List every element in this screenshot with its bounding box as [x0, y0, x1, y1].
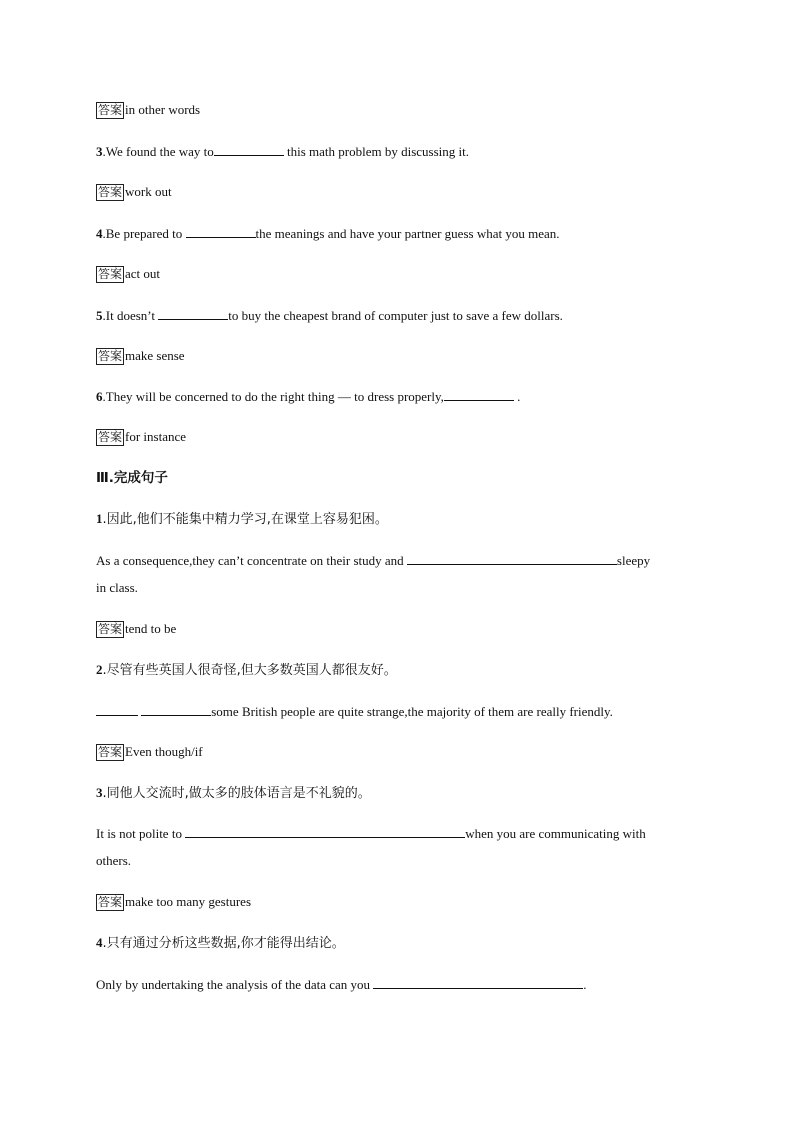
question-3	[96, 142, 469, 161]
question-text-before: .It doesn’t	[102, 308, 159, 323]
answer-line-3	[96, 183, 172, 201]
answer-text: Even though/if	[125, 744, 203, 759]
answer-text: tend to be	[125, 621, 177, 636]
answer-blank	[373, 975, 583, 989]
answer-blank-1	[96, 702, 138, 716]
question-text-after: this math problem by discussing it.	[283, 144, 469, 159]
answer-text: make too many gestures	[125, 894, 252, 909]
question-6	[96, 387, 520, 406]
answer-line-2	[96, 101, 200, 119]
question-number: 3	[96, 785, 103, 800]
question-chinese: .因此,他们不能集中精力学习,在课堂上容易犯困。	[102, 512, 388, 527]
section3-q3-english	[96, 824, 646, 843]
answer-line-5	[96, 347, 185, 365]
question-chinese: .只有通过分析这些数据,你才能得出结论。	[102, 936, 345, 951]
answer-text: work out	[125, 184, 172, 199]
section3-q3-prompt	[96, 784, 371, 803]
question-number: 6	[96, 389, 103, 404]
answer-tag: 答案	[98, 267, 123, 281]
english-text-after: sleepy	[616, 553, 651, 568]
question-number: 2	[96, 662, 103, 677]
answer-blank	[407, 551, 617, 565]
section-title: Ⅲ.完成句子	[96, 470, 168, 486]
question-text-before: .We found the way to	[102, 144, 214, 159]
answer-text: make sense	[125, 348, 185, 363]
answer-text: for instance	[125, 429, 187, 444]
answer-blank	[214, 142, 284, 156]
english-text-after: .	[583, 977, 587, 992]
section3-q1-english	[96, 551, 650, 570]
question-chinese: .尽管有些英国人很奇怪,但大多数英国人都很友好。	[102, 663, 397, 678]
section3-q1-english-line2: in class.	[96, 580, 138, 595]
answer-blank-2	[141, 702, 211, 716]
section3-q3-answer	[96, 893, 251, 911]
answer-blank	[186, 224, 256, 238]
question-number: 3	[96, 144, 103, 159]
section3-q1-answer	[96, 620, 176, 638]
answer-blank	[444, 387, 514, 401]
section3-q4-english	[96, 975, 587, 994]
english-text-before: It is not polite to	[96, 826, 186, 841]
answer-tag: 答案	[98, 895, 123, 909]
question-number: 4	[96, 226, 103, 241]
question-number: 1	[96, 511, 103, 526]
english-text-after: some British people are quite strange,the majority of them are really friendly.	[211, 704, 613, 719]
section3-q2-prompt	[96, 661, 397, 680]
answer-tag: 答案	[98, 185, 123, 199]
answer-tag: 答案	[98, 745, 123, 759]
english-text-before: As a consequence,they can’t concentrate on their study and	[96, 553, 407, 568]
answer-text: act out	[125, 266, 161, 281]
english-text-after: when you are communicating with	[465, 826, 646, 841]
question-text-before: .Be prepared to	[102, 226, 186, 241]
section3-q2-answer	[96, 743, 203, 761]
answer-line-4	[96, 265, 160, 283]
question-4	[96, 224, 560, 243]
answer-tag: 答案	[98, 622, 123, 636]
english-text-before: Only by undertaking the analysis of the data can you	[96, 977, 374, 992]
answer-blank	[185, 824, 465, 838]
question-text-after: to buy the cheapest brand of computer just to save a few dollars.	[228, 308, 563, 323]
question-text-after: .	[513, 389, 521, 404]
answer-tag: 答案	[98, 430, 123, 444]
question-text-before: .They will be concerned to do the right thing — to dress properly,	[102, 389, 444, 404]
question-number: 5	[96, 308, 103, 323]
answer-text: in other words	[125, 102, 201, 117]
question-text-after: the meanings and have your partner guess what you mean.	[255, 226, 560, 241]
question-number: 4	[96, 935, 103, 950]
section3-q2-english	[96, 702, 613, 721]
answer-tag: 答案	[98, 349, 123, 363]
question-chinese: .同他人交流时,做太多的肢体语言是不礼貌的。	[102, 786, 371, 801]
answer-line-6	[96, 428, 186, 446]
question-5	[96, 306, 563, 325]
section3-q3-english-line2: others.	[96, 853, 132, 868]
section3-q4-prompt	[96, 934, 345, 953]
answer-tag: 答案	[98, 103, 123, 117]
section3-q1-prompt	[96, 510, 388, 529]
answer-blank	[158, 306, 228, 320]
